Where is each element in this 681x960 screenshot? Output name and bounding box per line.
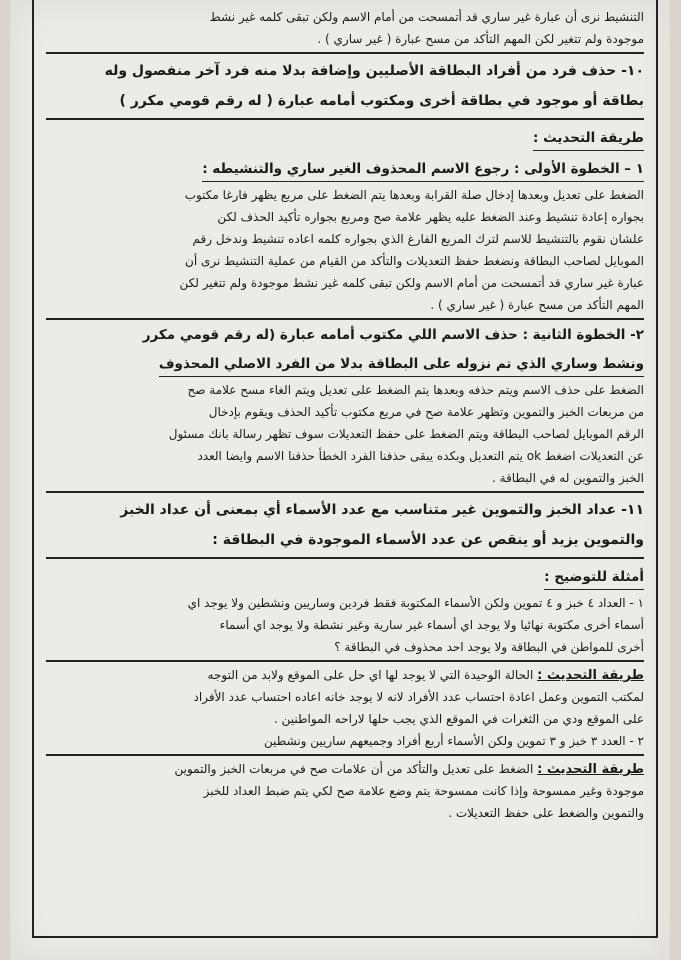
method-1-text: الحالة الوحيدة التي لا يوجد لها اي حل على الموقع ولابد من التوجه (207, 668, 534, 682)
intro-line-2: موجودة ولم تتغير لكن المهم التأكد من مسح عبارة ( غير ساري ) . (317, 32, 644, 46)
section-11-heading-2: والتموين يزيد أو ينقص عن عدد الأسماء الموجودة في البطاقة : (212, 532, 644, 548)
method-1-line: ٢ - العدد ٣ خبز و ٣ تموين ولكن الأسماء أربع أفراد وجميعهم ساريين ونشطين (264, 734, 644, 748)
example-1-line: أسماء أخرى مكتوبة نهائيا ولا يوجد اي أسماء غير سارية وغير نشطة ولا يوجد اي أسماء (219, 618, 644, 632)
section-11-heading-1: ١١- عداد الخبز والتموين غير متناسب مع عدد الأسماء أي بمعنى أن عداد الخبز (120, 502, 644, 518)
step-2-line: الخبز والتموين له في البطاقة . (492, 471, 644, 485)
step-1-line: الموبايل لصاحب البطاقة ونضغط حفظ التعديلات والتأكد من القيام من عملية التنشيط نرى أن (185, 254, 644, 268)
example-1-line: ١ - العداد ٤ خبز و ٤ تموين ولكن الأسماء المكتوبة فقط فردين وساريين ونشطين ولا يوجد اي (187, 596, 644, 610)
method-2-label: طريقة التحديث : (537, 762, 644, 777)
method-1-row (46, 664, 644, 686)
step-2-title: ٢- الخطوة الثانية : حذف الاسم اللي مكتوب أمامه عبارة (له رقم قومي مكرر (142, 327, 644, 343)
step-1-line: عبارة غير ساري قد أتمسحت من أمام الاسم ولكن تبقى كلمه غير نشط موجودة ولم تتغير لكن (179, 276, 644, 290)
method-2-line: موجودة وغير ممسوحة وإذا كانت ممسوحة يتم وضع علامة صح لكي يتم ضبط العداد للخبز (203, 784, 644, 798)
intro-line-1: التنشيط نرى أن عبارة غير ساري قد أتمسحت من أمام الاسم ولكن تبقى كلمه غير نشط (209, 10, 644, 24)
method-2-line: والتموين والضغط على حفظ التعديلات . (448, 806, 644, 820)
step-2-line: عن التعديلات اضغط ok يتم التعديل وبكده يبقى حذفنا الفرد الخطأ حذفنا الاسم وايضا العدد (197, 449, 644, 463)
step-2-line: الضغط على حذف الاسم ويتم حذفه وبعدها يتم الضغط على تعديل ويتم الغاء مسح علامة صح (187, 383, 644, 397)
step-2-line: من مربعات الخبز والتموين وتظهر علامة صح في مربع مكتوب تأكيد الحذف ويقوم بإدخال (208, 405, 644, 419)
step-1-line: علشان نقوم بالتنشيط للاسم لترك المربع الفارغ الذي بجواره كلمه اعاده تنشيط وندخل رقم (192, 232, 644, 246)
examples-title: أمثلة للتوضيح : (544, 565, 644, 590)
divider (46, 557, 644, 559)
method-2-row (46, 758, 644, 780)
method-1-line: على الموقع ودي من الثغرات في الموقع الذي يجب حلها لاراحه المواطنين . (273, 712, 644, 726)
divider (46, 491, 644, 493)
step-1-line: بجواره إعادة تنشيط وعند الضغط عليه يظهر علامة صح ومربع بجواره تأكيد الحذف لكن (217, 210, 644, 224)
method-1-label: طريقة التحديث : (537, 668, 644, 683)
step-2-subtitle: ونشط وساري الذي تم نزوله على البطاقة بدلا من الفرد الاصلي المحذوف (159, 352, 644, 377)
section-10-heading-2: بطاقة أو موجود في بطاقة أخرى ومكتوب أمامه عبارة ( له رقم قومي مكرر ) (119, 93, 644, 109)
section-10-heading-1: ١٠- حذف فرد من أفراد البطاقة الأصليين وإضافة بدلا منه فرد آخر منفصول وله (104, 63, 644, 79)
divider (46, 318, 644, 320)
example-1-line: أخرى للمواطن في البطاقة ولا يوجد احد محذوف في البطاقة ؟ (334, 640, 644, 654)
document-page (10, 0, 670, 960)
method-1-line: لمكتب التموين وعمل اعادة احتساب عدد الأفراد لانه لا يوجد خانه اعاده احتساب عدد الأفراد (193, 690, 644, 704)
divider (46, 52, 644, 54)
step-1-title: ١ – الخطوة الأولى : رجوع الاسم المحذوف الغير ساري والتنشيطه : (202, 157, 644, 182)
method-2-text: الضغط على تعديل والتأكد من أن علامات صح في مربعات الخبز والتموين (174, 762, 534, 776)
divider (46, 754, 644, 756)
divider (46, 118, 644, 120)
step-1-line: المهم التأكد من مسح عبارة ( غير ساري ) . (430, 298, 644, 312)
step-2-line: الرقم الموبايل لصاحب البطاقة ويتم الضغط على حفظ التعديلات سوف تظهر رسالة بانك مسئول (168, 427, 644, 441)
step-1-line: الضغط على تعديل وبعدها إدخال صلة القرابة وبعدها يتم الضغط على مربع يظهر فارغا مكتوب (184, 188, 644, 202)
document-frame (32, 0, 658, 938)
divider (46, 660, 644, 662)
section-10-method-title: طريقة التحديث : (533, 126, 644, 151)
